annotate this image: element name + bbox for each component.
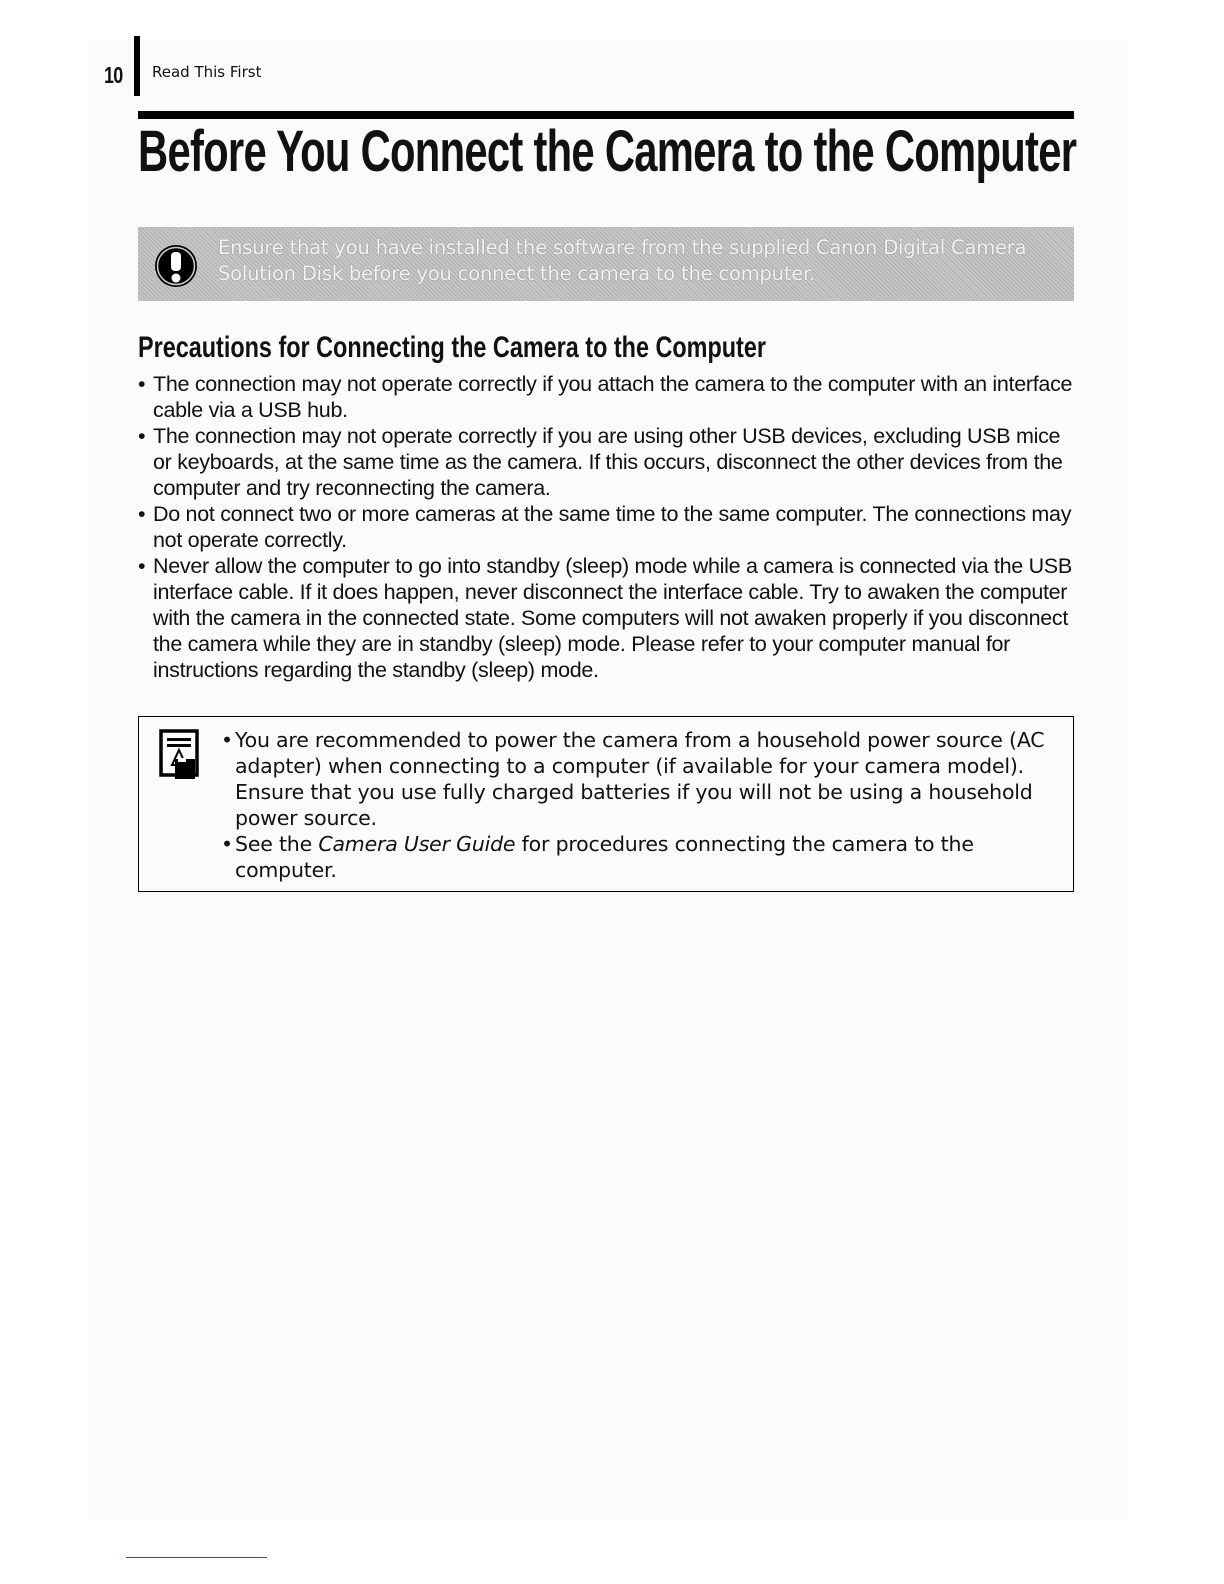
precaution-list <box>138 371 1078 683</box>
list-item <box>138 553 1078 683</box>
page-title: Before You Connect the Camera to the Computer <box>138 119 1077 184</box>
bullet: • <box>221 728 233 752</box>
bullet: • <box>221 832 233 856</box>
list-item-text: Never allow the computer to go into standby (sleep) mode while a camera is connected via the USB interface cable. If it does happen, never disconnect the interface cable. Try to awaken the computer with the camera in the connected state. Some computers will not awaken properly if you disconnect the camera while they are in standby (sleep) mode. Please refer to your computer manual for instructions regarding the standby (sleep) mode. <box>153 554 1072 682</box>
caution-text: Ensure that you have installed the software from the supplied Canon Digital Camera Solution Disk before you connect the camera to the computer. <box>218 236 1027 285</box>
note-box <box>138 716 1074 892</box>
caution-box <box>138 227 1074 301</box>
note-item-text-end: for procedures connecting the camera to the computer. <box>235 832 974 882</box>
running-head-rule <box>134 36 140 96</box>
note-item <box>221 727 1057 831</box>
note-item-text: You are recommended to power the camera from a household power source (AC adapter) when connecting to a computer (if available for your camera model). Ensure that you use fully charged batteries if you will not be using a household power source. <box>235 728 1045 830</box>
guide-title: Camera User Guide <box>318 832 516 856</box>
note-icon <box>159 729 203 781</box>
list-item-text: Do not connect two or more cameras at the same time to the same computer. The connections may not operate correctly. <box>153 502 1072 552</box>
list-item <box>138 423 1078 501</box>
bullet: • <box>138 424 146 448</box>
list-item-text: The connection may not operate correctly if you attach the camera to the computer with an interface cable via a USB hub. <box>153 372 1073 422</box>
bullet: • <box>138 502 146 526</box>
note-list <box>221 727 1057 883</box>
page-number: 10 <box>104 62 123 88</box>
note-item-text-start: See the <box>235 832 319 856</box>
section-heading: Precautions for Connecting the Camera to the Computer <box>138 331 766 364</box>
bullet: • <box>138 372 146 396</box>
list-item-text: The connection may not operate correctly if you are using other USB devices, excluding USB mice or keyboards, at the same time as the camera. If this occurs, disconnect the other devices from the computer and try reconnecting the camera. <box>153 424 1063 500</box>
list-item <box>138 501 1078 553</box>
section-name: Read This First <box>152 63 262 81</box>
bullet: • <box>138 554 146 578</box>
list-item <box>138 371 1078 423</box>
note-item <box>221 831 1057 883</box>
footer-line <box>126 1557 267 1558</box>
caution-icon <box>154 244 198 288</box>
